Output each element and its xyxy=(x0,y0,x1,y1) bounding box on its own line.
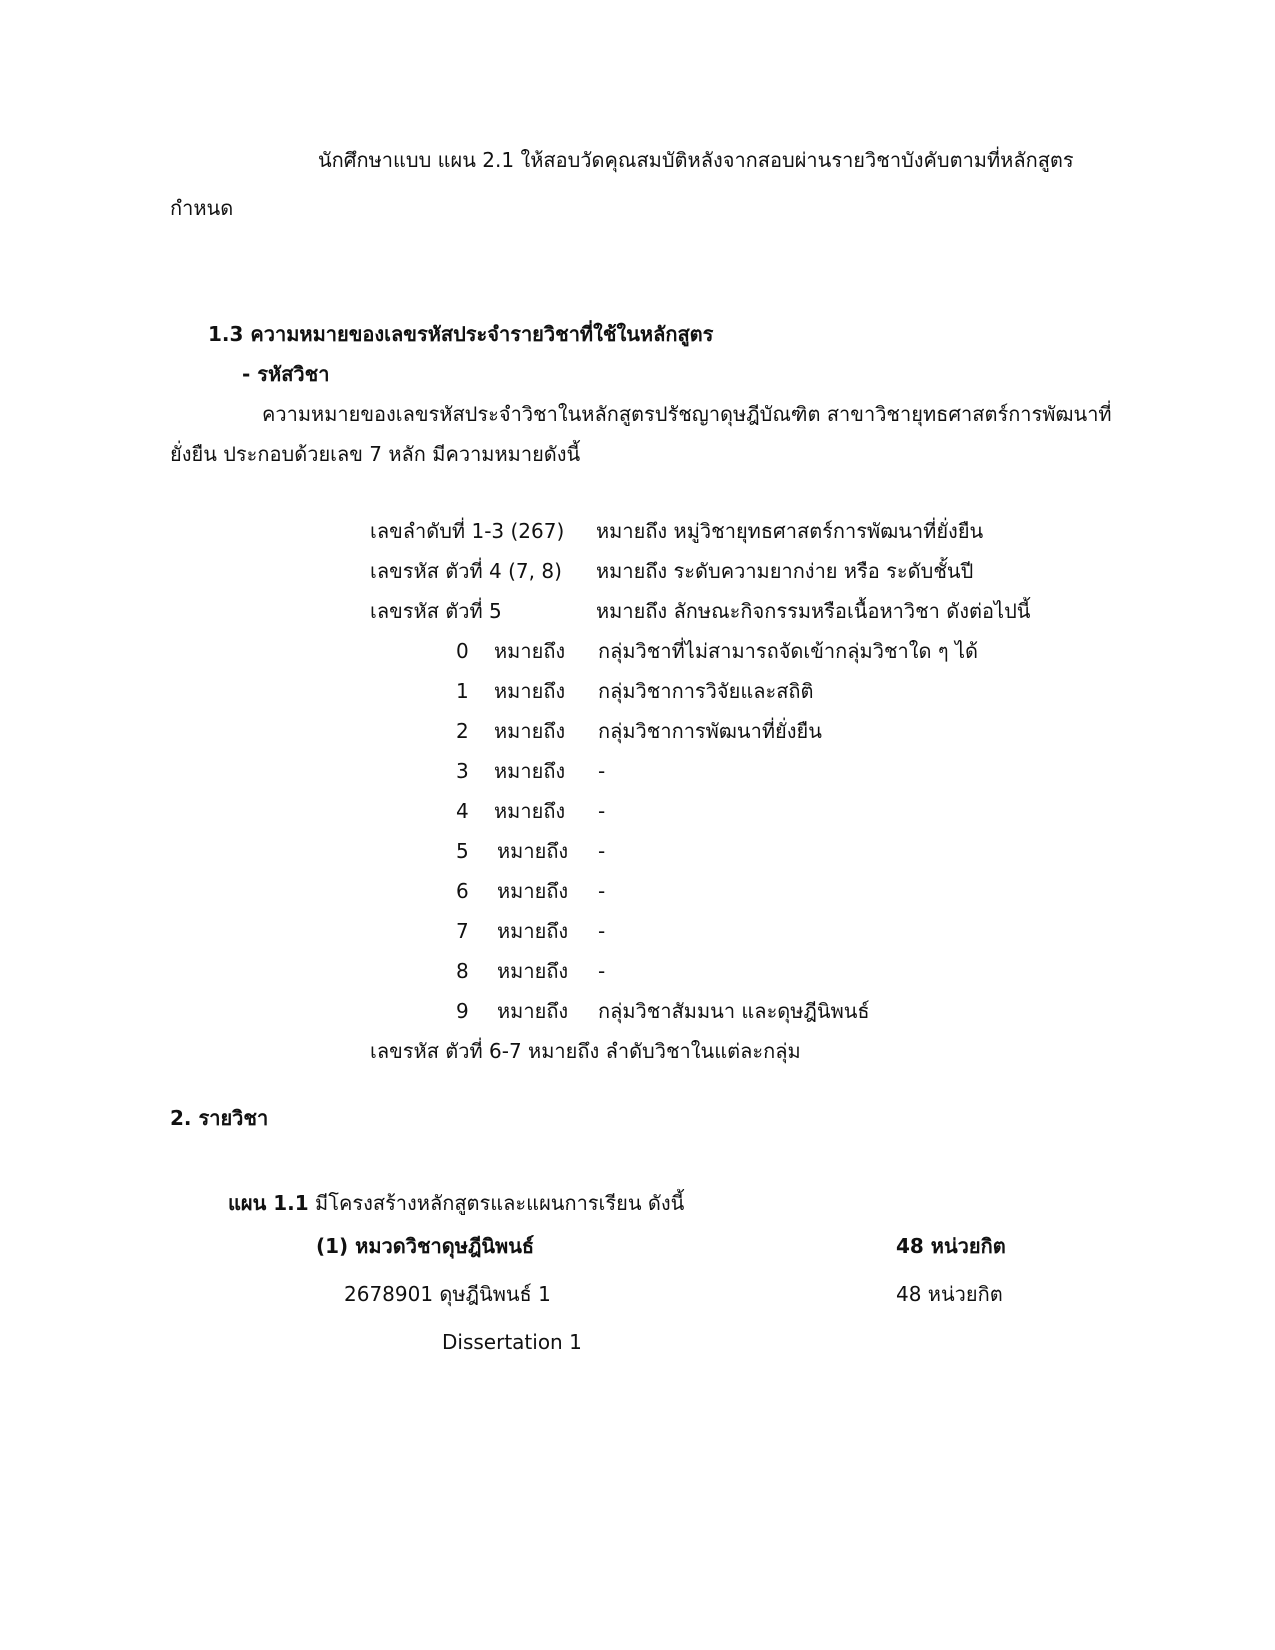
digit-value: 2 xyxy=(456,719,469,743)
digit-word: หมายถึง xyxy=(497,879,569,903)
digit-meaning: - xyxy=(598,839,606,863)
digit-word: หมายถึง xyxy=(497,919,569,943)
digit-value: 1 xyxy=(456,679,469,703)
digit-value: 3 xyxy=(456,759,469,783)
digit-meaning: กลุ่มวิชาสัมมนา และดุษฎีนิพนธ์ xyxy=(598,999,870,1023)
code-row-meaning: หมายถึง ลักษณะกิจกรรมหรือเนื้อหาวิชา ดังต่อไปนี้ xyxy=(596,599,1031,623)
category-credits: 48 หน่วยกิต xyxy=(896,1234,1006,1258)
digit-value: 8 xyxy=(456,959,469,983)
digit-meaning: - xyxy=(598,879,606,903)
digit-value: 9 xyxy=(456,999,469,1023)
digit-value: 0 xyxy=(456,639,469,663)
digit-word: หมายถึง xyxy=(497,999,569,1023)
digit-word: หมายถึง xyxy=(494,679,566,703)
digit-meaning: กลุ่มวิชาการพัฒนาที่ยั่งยืน xyxy=(598,719,822,743)
digit-value: 7 xyxy=(456,919,469,943)
code-row-label: เลขรหัส ตัวที่ 5 xyxy=(370,599,502,623)
code-row-label: เลขรหัส ตัวที่ 4 (7, 8) xyxy=(370,559,562,583)
digit-word: หมายถึง xyxy=(494,759,566,783)
course-code-name: 2678901 ดุษฎีนิพนธ์ 1 xyxy=(344,1282,551,1306)
plan-label: แผน 1.1 xyxy=(228,1191,309,1215)
plan-description: มีโครงสร้างหลักสูตรและแผนการเรียน ดังนี้ xyxy=(308,1191,685,1215)
digit-meaning: กลุ่มวิชาการวิจัยและสถิติ xyxy=(598,679,814,703)
category-label: (1) หมวดวิชาดุษฎีนิพนธ์ xyxy=(316,1234,535,1258)
section-2-heading: 2. รายวิชา xyxy=(170,1106,269,1130)
digit-value: 6 xyxy=(456,879,469,903)
digit-meaning: - xyxy=(598,799,606,823)
digit-word: หมายถึง xyxy=(494,639,566,663)
code-paragraph-line-1: ความหมายของเลขรหัสประจำวิชาในหลักสูตรปรัชญาดุษฎีบัณฑิต สาขาวิชายุทธศาสตร์การพัฒนาที่ xyxy=(262,402,1112,426)
digit-word: หมายถึง xyxy=(494,719,566,743)
code-row-meaning: หมายถึง ระดับความยากง่าย หรือ ระดับชั้นปี xyxy=(596,559,974,583)
digit-meaning: - xyxy=(598,919,606,943)
section-1-3-heading: 1.3 ความหมายของเลขรหัสประจำรายวิชาที่ใช้ในหลักสูตร xyxy=(208,322,714,346)
digit-word: หมายถึง xyxy=(497,839,569,863)
plan-line xyxy=(228,1193,684,1213)
digit-meaning: - xyxy=(598,759,606,783)
intro-line-2: กำหนด xyxy=(170,196,234,220)
intro-line-1: นักศึกษาแบบ แผน 2.1 ให้สอบวัดคุณสมบัติหลังจากสอบผ่านรายวิชาบังคับตามที่หลักสูตร xyxy=(318,148,1074,172)
digit-word: หมายถึง xyxy=(494,799,566,823)
digit-word: หมายถึง xyxy=(497,959,569,983)
course-credits: 48 หน่วยกิต xyxy=(896,1282,1003,1306)
digit-value: 4 xyxy=(456,799,469,823)
digit-meaning: - xyxy=(598,959,606,983)
course-english-name: Dissertation 1 xyxy=(442,1330,582,1354)
code-paragraph-line-2: ยั่งยืน ประกอบด้วยเลข 7 หลัก มีความหมายดังนี้ xyxy=(170,442,581,466)
code-row-label: เลขลำดับที่ 1-3 (267) xyxy=(370,519,565,543)
code-row-meaning: หมายถึง หมู่วิชายุทธศาสตร์การพัฒนาที่ยั่งยืน xyxy=(596,519,984,543)
digit-value: 5 xyxy=(456,839,469,863)
code-row-6-7: เลขรหัส ตัวที่ 6-7 หมายถึง ลำดับวิชาในแต่ละกลุ่ม xyxy=(370,1039,801,1063)
course-code-subheading: - รหัสวิชา xyxy=(242,362,330,386)
digit-meaning: กลุ่มวิชาที่ไม่สามารถจัดเข้ากลุ่มวิชาใด ๆ ได้ xyxy=(598,639,978,663)
